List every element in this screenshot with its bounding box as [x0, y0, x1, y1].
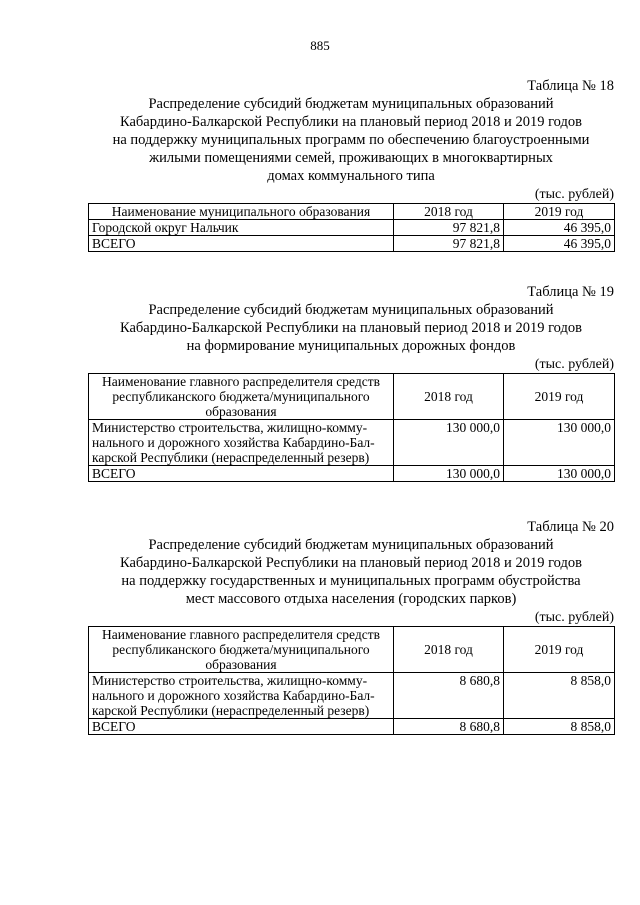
header-2018: 2018 год — [394, 627, 504, 673]
row-name: ВСЕГО — [89, 719, 394, 735]
header-2018: 2018 год — [394, 374, 504, 420]
title-line: Кабардино-Балкарской Республики на плановый период 2018 и 2019 годов — [120, 555, 582, 571]
units-label: (тыс. рублей) — [534, 610, 614, 625]
units-label: (тыс. рублей) — [534, 187, 614, 202]
row-name — [89, 673, 394, 719]
value-2019: 130 000,0 — [504, 420, 615, 466]
table-row — [89, 420, 615, 466]
table-total-row — [89, 236, 615, 252]
title-line: на поддержку муниципальных программ по обеспечению благоустроенными — [112, 132, 590, 148]
header-line: образования — [205, 404, 277, 419]
table-19-block — [88, 284, 614, 482]
row-name: Городской округ Нальчик — [89, 220, 394, 236]
row-name: ВСЕГО — [89, 466, 394, 482]
table-row — [89, 673, 615, 719]
units-label: (тыс. рублей) — [534, 357, 614, 372]
value-2018: 130 000,0 — [394, 420, 504, 466]
title-line: мест массового отдыха населения (городских парков) — [185, 591, 517, 607]
name-line: нального и дорожного хозяйства Кабардино-Бал- — [92, 688, 375, 703]
table-total-row — [89, 466, 615, 482]
title-line: Кабардино-Балкарской Республики на плановый период 2018 и 2019 годов — [120, 114, 582, 130]
row-name: ВСЕГО — [89, 236, 394, 252]
table-header-row — [89, 374, 615, 420]
header-2018: 2018 год — [394, 204, 504, 220]
title-line: Распределение субсидий бюджетам муниципальных образований — [148, 537, 554, 553]
header-line: образования — [205, 657, 277, 672]
title-line: жилыми помещениями семей, проживающих в многоквартирных — [149, 150, 553, 166]
name-line: карской Республики (нераспределенный резерв) — [92, 703, 370, 718]
table-row — [89, 220, 615, 236]
header-2019: 2019 год — [504, 627, 615, 673]
header-2019: 2019 год — [504, 374, 615, 420]
name-line: карской Республики (нераспределенный резерв) — [92, 450, 370, 465]
value-2019: 8 858,0 — [504, 673, 615, 719]
header-name — [89, 374, 394, 420]
title-line: на поддержку государственных и муниципальных программ обустройства — [121, 573, 581, 589]
header-line: республиканского бюджета/муниципального — [112, 642, 370, 657]
name-line: Министерство строительства, жилищно-комму- — [92, 673, 368, 688]
table-title — [88, 536, 614, 608]
table-title — [88, 301, 614, 355]
title-line: Кабардино-Балкарской Республики на плановый период 2018 и 2019 годов — [120, 320, 582, 336]
table-title — [88, 95, 614, 185]
title-line: на формирование муниципальных дорожных фондов — [186, 338, 516, 354]
header-name — [89, 627, 394, 673]
value-2019: 46 395,0 — [504, 236, 615, 252]
table-number: Таблица № 20 — [527, 519, 614, 535]
header-line: Наименование главного распределителя средств — [102, 374, 380, 389]
name-line: Министерство строительства, жилищно-комму- — [92, 420, 368, 435]
data-table — [88, 373, 615, 482]
table-total-row — [89, 719, 615, 735]
title-line: Распределение субсидий бюджетам муниципальных образований — [148, 96, 554, 112]
value-2018: 8 680,8 — [394, 673, 504, 719]
data-table — [88, 203, 615, 252]
value-2019: 130 000,0 — [504, 466, 615, 482]
table-18-block — [88, 78, 614, 252]
table-header-row — [89, 627, 615, 673]
title-line: Распределение субсидий бюджетам муниципальных образований — [148, 302, 554, 318]
header-line: республиканского бюджета/муниципального — [112, 389, 370, 404]
page-number: 885 — [310, 38, 330, 53]
row-name — [89, 420, 394, 466]
value-2018: 97 821,8 — [394, 220, 504, 236]
table-header-row — [89, 204, 615, 220]
title-line: домах коммунального типа — [267, 168, 435, 184]
table-number: Таблица № 19 — [527, 284, 614, 300]
header-name: Наименование муниципального образования — [89, 204, 394, 220]
data-table — [88, 626, 615, 735]
value-2019: 8 858,0 — [504, 719, 615, 735]
value-2018: 130 000,0 — [394, 466, 504, 482]
header-line: Наименование главного распределителя средств — [102, 627, 380, 642]
header-2019: 2019 год — [504, 204, 615, 220]
table-20-block — [88, 519, 614, 735]
value-2019: 46 395,0 — [504, 220, 615, 236]
value-2018: 8 680,8 — [394, 719, 504, 735]
value-2018: 97 821,8 — [394, 236, 504, 252]
table-number: Таблица № 18 — [527, 78, 614, 94]
name-line: нального и дорожного хозяйства Кабардино-Бал- — [92, 435, 375, 450]
